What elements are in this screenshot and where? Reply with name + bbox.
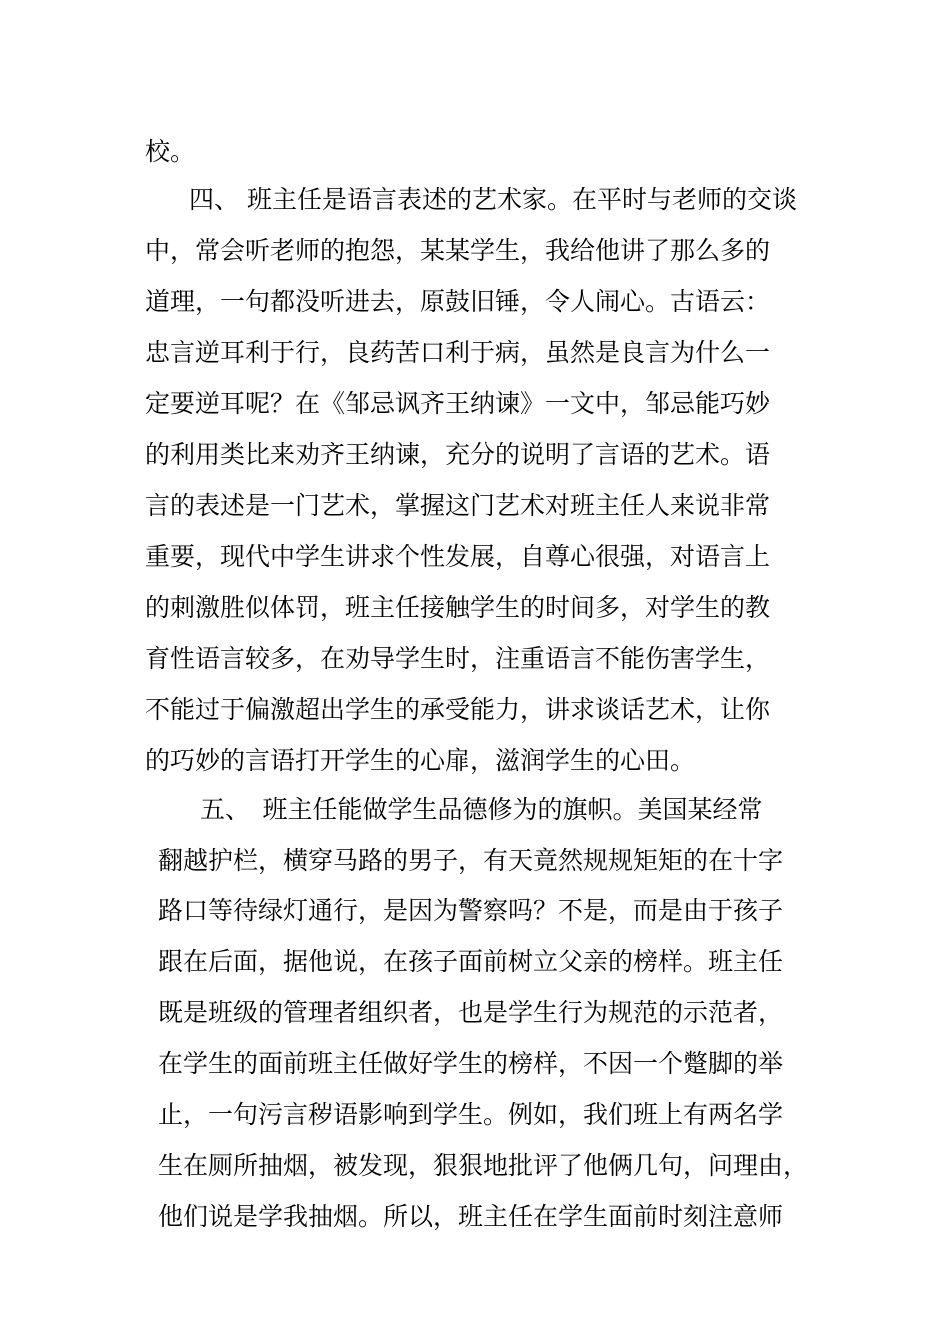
text-line: 五、 班主任能做学生品德修为的旗帜。美国某经常 — [200, 795, 763, 824]
text-line: 翻越护栏，横穿马路的男子，有天竟然规规矩矩的在十字 — [158, 846, 784, 875]
text-line: 路口等待绿灯通行，是因为警察吗？不是，而是由于孩子 — [158, 896, 784, 925]
text-line: 止，一句污言秽语影响到学生。例如，我们班上有两名学 — [158, 1100, 784, 1129]
text-line: 的刺激胜似体罚，班主任接触学生的时间多，对学生的教 — [145, 593, 771, 622]
text-line: 定要逆耳呢？在《邹忌讽齐王纳谏》一文中，邹忌能巧妙 — [145, 389, 771, 418]
text-line: 言的表述是一门艺术，掌握这门艺术对班主任人来说非常 — [145, 491, 771, 520]
text-line: 跟在后面，据他说，在孩子面前树立父亲的榜样。班主任 — [158, 947, 784, 976]
text-line: 他们说是学我抽烟。所以，班主任在学生面前时刻注意师 — [158, 1202, 784, 1231]
text-line: 不能过于偏激超出学生的承受能力，讲求谈话艺术，让你 — [145, 695, 771, 724]
text-line: 既是班级的管理者组织者，也是学生行为规范的示范者， — [158, 998, 784, 1027]
text-line: 育性语言较多，在劝导学生时，注重语言不能伤害学生， — [145, 644, 771, 673]
text-line: 中，常会听老师的抱怨，某某学生，我给他讲了那么多的 — [145, 236, 771, 265]
text-line: 在学生的面前班主任做好学生的榜样，不因一个蹩脚的举 — [158, 1049, 784, 1078]
text-line: 道理，一句都没听进去，原鼓旧锤，令人闹心。古语云： — [145, 287, 771, 316]
text-line: 生在厕所抽烟，被发现，狠狠地批评了他俩几句，问理由， — [158, 1151, 809, 1180]
text-line: 忠言逆耳利于行，良药苦口利于病，虽然是良言为什么一 — [145, 338, 771, 367]
text-line: 校。 — [145, 137, 196, 166]
text-line: 的利用类比来劝齐王纳谏，充分的说明了言语的艺术。语 — [145, 440, 771, 469]
text-line: 重要，现代中学生讲求个性发展，自尊心很强，对语言上 — [145, 542, 771, 571]
text-line: 四、 班主任是语言表述的艺术家。在平时与老师的交谈 — [189, 185, 797, 214]
text-line: 的巧妙的言语打开学生的心扉，滋润学生的心田。 — [145, 746, 696, 775]
